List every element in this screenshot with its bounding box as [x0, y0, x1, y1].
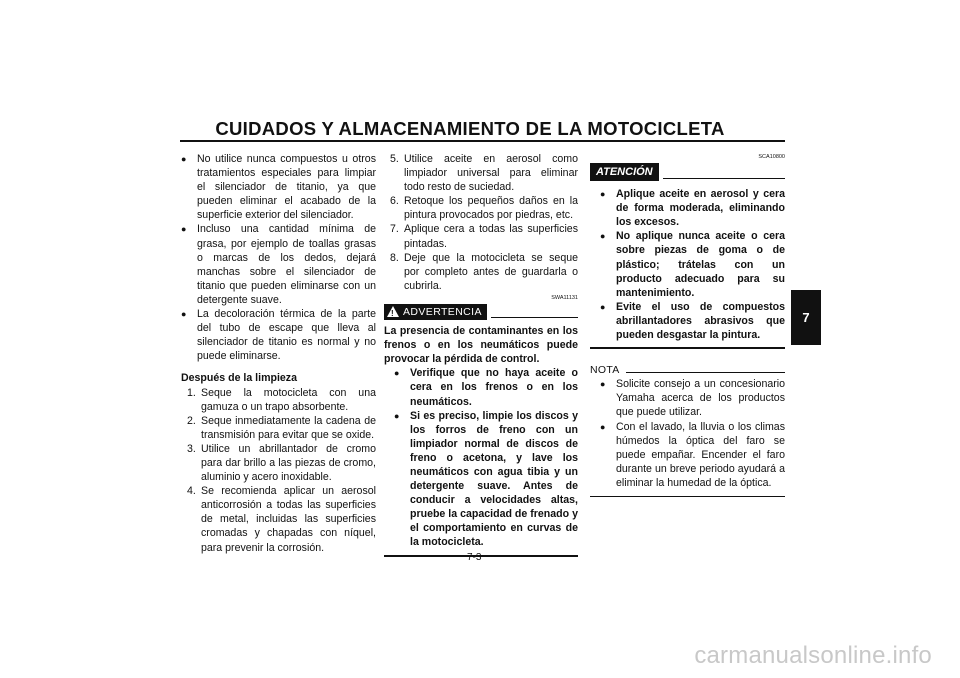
bullet-icon: ●	[394, 368, 400, 379]
title-rule	[180, 140, 785, 142]
list-item: ● No aplique nunca aceite o cera sobre piezas de goma o de plástico; trátelas con un producto adecuado para su mantenimiento.	[600, 230, 785, 299]
warning-badge: ! ADVERTENCIA	[384, 304, 487, 320]
step-item: 8. Deje que la motocicleta se seque por completo antes de guardarla o cubrirla.	[390, 251, 578, 292]
page-number: 7-3	[467, 552, 482, 563]
step-item: 3. Utilice un abrillantador de cromo para dar brillo a las piezas de cromo, aluminio y acero inoxidable.	[187, 442, 376, 484]
header-rule	[626, 372, 785, 373]
caution-list	[590, 187, 785, 342]
list-item: ● Verifique que no haya aceite o cera en los frenos o en los neumáticos.	[394, 367, 578, 408]
bullet-icon: ●	[600, 231, 606, 242]
section-heading: Después de la limpieza	[181, 372, 297, 385]
bullet-icon: ●	[181, 224, 187, 235]
column-3	[590, 152, 785, 497]
page-title: CUIDADOS Y ALMACENAMIENTO DE LA MOTOCICLETA	[215, 118, 725, 139]
bullet-icon: ●	[181, 154, 187, 164]
bullet-icon: ●	[181, 309, 187, 320]
caution-header	[590, 163, 785, 181]
step-item: 1. Seque la motocicleta con una gamuza o un trapo absorbente.	[187, 386, 376, 413]
bullet-icon: ●	[600, 421, 606, 432]
column-2	[384, 152, 578, 557]
caution-badge: ATENCIÓN	[590, 163, 659, 181]
step-item: 5. Utilice aceite en aerosol como limpiador universal para eliminar todo resto de suciedad.	[390, 153, 578, 194]
caution-code: SCA10800	[758, 154, 785, 160]
warning-header	[384, 304, 578, 320]
header-rule	[491, 317, 578, 318]
list-item: ● No utilice nunca compuestos u otros tratamientos especiales para limpiar el silenciador de titanio, ya que pueden eliminar el acabado de la superficie exterior del silenciador.	[181, 153, 376, 222]
bullet-icon: ●	[600, 189, 606, 200]
bullet-icon: ●	[600, 379, 606, 390]
list-item: ● Si es preciso, limpie los discos y los forros de freno con un limpiador normal de discos de freno o acetona, y lave los neumáticos con agua tibia y un detergente suave. Antes de conducir a velocidades altas, pruebe la capacidad de frenado y el comportamiento en curvas de la motocicleta.	[394, 409, 578, 549]
warning-intro: La presencia de contaminantes en los frenos o en los neumáticos puede provocar la pérdida de control.	[384, 325, 578, 366]
chapter-tab[interactable]: 7	[791, 290, 821, 345]
note-label: NOTA	[590, 364, 620, 377]
list-item: ● La decoloración térmica de la parte del tubo de escape que lleva al silenciador de titanio es normal y no puede eliminarse.	[181, 308, 376, 363]
section-end-rule	[590, 347, 785, 349]
step-item: 6. Retoque los pequeños daños en la pintura provocados por piedras, etc.	[390, 195, 578, 222]
watermark: carmanualsonline.info	[694, 642, 932, 669]
bullet-icon: ●	[394, 410, 400, 421]
column-1	[181, 152, 376, 555]
note-header	[590, 363, 785, 377]
list-item: ● Incluso una cantidad mínima de grasa, por ejemplo de toallas grasas o marcas de los dedos, dejará manchas sobre el silenciador de titanio que pueden eliminarse con un detergente suave.	[181, 223, 376, 306]
section-end-rule	[590, 496, 785, 497]
warning-code: SWA11131	[551, 294, 578, 301]
header-rule	[663, 178, 785, 179]
step-item: 2. Seque inmediatamente la cadena de transmisión para evitar que se oxide.	[187, 414, 376, 441]
step-item: 7. Aplique cera a todas las superficies pintadas.	[390, 223, 578, 250]
step-item: 4. Se recomienda aplicar un aerosol anticorrosión a todas las superficies de metal, incluidas las superficies cromadas y chapadas con níquel, para prevenir la corrosión.	[187, 485, 376, 554]
warning-triangle-icon: !	[387, 306, 399, 317]
list-item: ● Con el lavado, la lluvia o los climas húmedos la óptica del faro se puede empañar. Encender el faro durante un breve periodo ayudará a eliminar la humedad de la óptica.	[600, 420, 785, 489]
list-item: ● Evite el uso de compuestos abrillantadores abrasivos que pueden desgastar la pintura.	[600, 300, 785, 342]
list-item: ● Aplique aceite en aerosol y cera de forma moderada, eliminando los excesos.	[600, 188, 785, 229]
bullet-icon: ●	[600, 301, 606, 312]
list-item: ● Solicite consejo a un concesionario Yamaha acerca de los productos que puede utilizar.	[600, 378, 785, 419]
